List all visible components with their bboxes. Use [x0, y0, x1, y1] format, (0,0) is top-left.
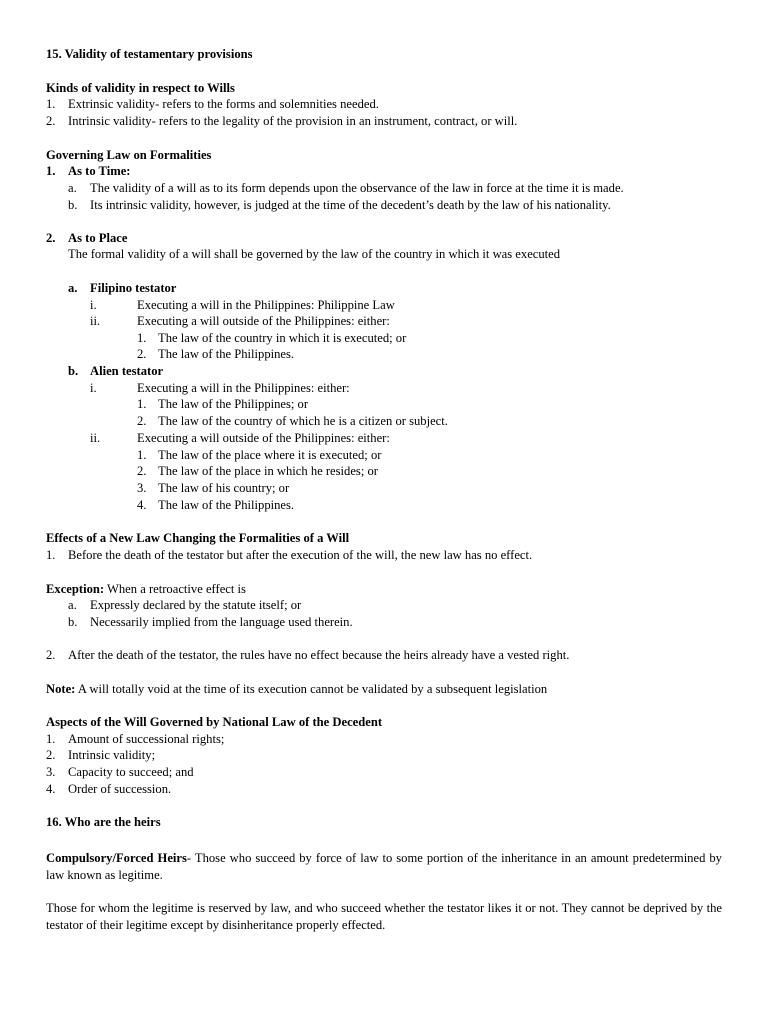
list-number: ii.: [90, 431, 101, 445]
list-text: Executing a will in the Philippines: Philippine Law: [137, 298, 395, 312]
note-text: A will totally void at the time of its execution cannot be validated by a subsequent legislation: [75, 682, 548, 696]
list-number: 3.: [137, 481, 147, 495]
list-text: Executing a will in the Philippines: either:: [137, 381, 350, 395]
subheading-alien: Alien testator: [90, 364, 164, 378]
list-text: The law of the Philippines; or: [158, 397, 309, 411]
list-text: Before the death of the testator but after the execution of the will, the new law has no effect.: [68, 548, 533, 562]
list-text: Intrinsic validity;: [68, 748, 156, 762]
compulsory-heirs-paragraph: [46, 850, 722, 883]
kinds-heading: Kinds of validity in respect to Wills: [46, 81, 235, 95]
list-number: 1.: [137, 397, 147, 411]
list-number: b.: [68, 198, 78, 212]
section-16-title: 16. Who are the heirs: [46, 815, 161, 829]
list-text: The law of the Philippines.: [158, 498, 295, 512]
list-number: b.: [68, 364, 79, 378]
exception-label: Exception:: [46, 582, 105, 596]
list-text: The validity of a will as to its form depends upon the observance of the law in force at the time it is made.: [90, 181, 624, 195]
list-number: 4.: [46, 782, 56, 796]
exception-text: When a retroactive effect is: [104, 582, 246, 596]
new-law-heading: Effects of a New Law Changing the Formalities of a Will: [46, 531, 350, 545]
list-number: 1.: [137, 448, 147, 462]
list-number: 1.: [46, 548, 56, 562]
list-text: The law of the place in which he resides; or: [158, 464, 378, 478]
list-number: 2.: [46, 114, 56, 128]
list-text: The law of the country in which it is executed; or: [158, 331, 407, 345]
list-number: a.: [68, 598, 77, 612]
list-text: After the death of the testator, the rules have no effect because the heirs already have a vested right.: [68, 648, 570, 662]
legitime-paragraph: Those for whom the legitime is reserved by law, and who succeed whether the testator likes it or not. They cannot be deprived by the testator of their legitime except by disinheritance properly effected.: [46, 901, 722, 932]
list-number: 2.: [46, 231, 56, 245]
place-description: The formal validity of a will shall be governed by the law of the country in which it was executed: [68, 247, 561, 261]
subheading-filipino: Filipino testator: [90, 281, 177, 295]
list-text: Necessarily implied from the language used therein.: [90, 615, 353, 629]
list-text: Amount of successional rights;: [68, 732, 225, 746]
list-text: The law of the country of which he is a citizen or subject.: [158, 414, 448, 428]
list-text: Order of succession.: [68, 782, 172, 796]
subheading-time: As to Time:: [68, 164, 131, 178]
list-number: 3.: [46, 765, 56, 779]
list-number: b.: [68, 615, 78, 629]
list-number: 2.: [46, 748, 56, 762]
exception-line: [46, 581, 246, 598]
list-text: Expressly declared by the statute itself; or: [90, 598, 302, 612]
list-number: 2.: [137, 464, 147, 478]
list-number: ii.: [90, 314, 101, 328]
list-text: The law of the Philippines.: [158, 347, 295, 361]
list-number: i.: [90, 381, 97, 395]
list-number: 2.: [137, 414, 147, 428]
list-text: Intrinsic validity- refers to the legality of the provision in an instrument, contract, or will.: [68, 114, 518, 128]
list-text: The law of his country; or: [158, 481, 290, 495]
compulsory-label: Compulsory/Forced Heirs: [46, 851, 187, 865]
list-number: 1.: [137, 331, 147, 345]
list-text: Executing a will outside of the Philippines: either:: [137, 431, 390, 445]
list-number: 1.: [46, 732, 56, 746]
list-number: 1.: [46, 164, 56, 178]
list-text: Its intrinsic validity, however, is judged at the time of the decedent’s death by the law of his nationality.: [90, 198, 611, 212]
list-number: 1.: [46, 97, 56, 111]
compulsory-text: - Those who succeed by force of law to some portion of the inheritance in an amount predetermined by law known as legitime.: [46, 851, 722, 882]
aspects-heading: Aspects of the Will Governed by National Law of the Decedent: [46, 715, 383, 729]
section-15-title: 15. Validity of testamentary provisions: [46, 47, 253, 61]
list-number: a.: [68, 181, 77, 195]
list-number: 2.: [46, 648, 56, 662]
subheading-place: As to Place: [68, 231, 128, 245]
list-text: Capacity to succeed; and: [68, 765, 194, 779]
list-text: Extrinsic validity- refers to the forms and solemnities needed.: [68, 97, 379, 111]
note-label: Note:: [46, 682, 76, 696]
list-number: 2.: [137, 347, 147, 361]
formalities-heading: Governing Law on Formalities: [46, 148, 212, 162]
list-text: The law of the place where it is executed; or: [158, 448, 382, 462]
list-number: 4.: [137, 498, 147, 512]
list-number: i.: [90, 298, 97, 312]
note-line: [46, 681, 547, 698]
list-text: Executing a will outside of the Philippines: either:: [137, 314, 390, 328]
list-number: a.: [68, 281, 78, 295]
